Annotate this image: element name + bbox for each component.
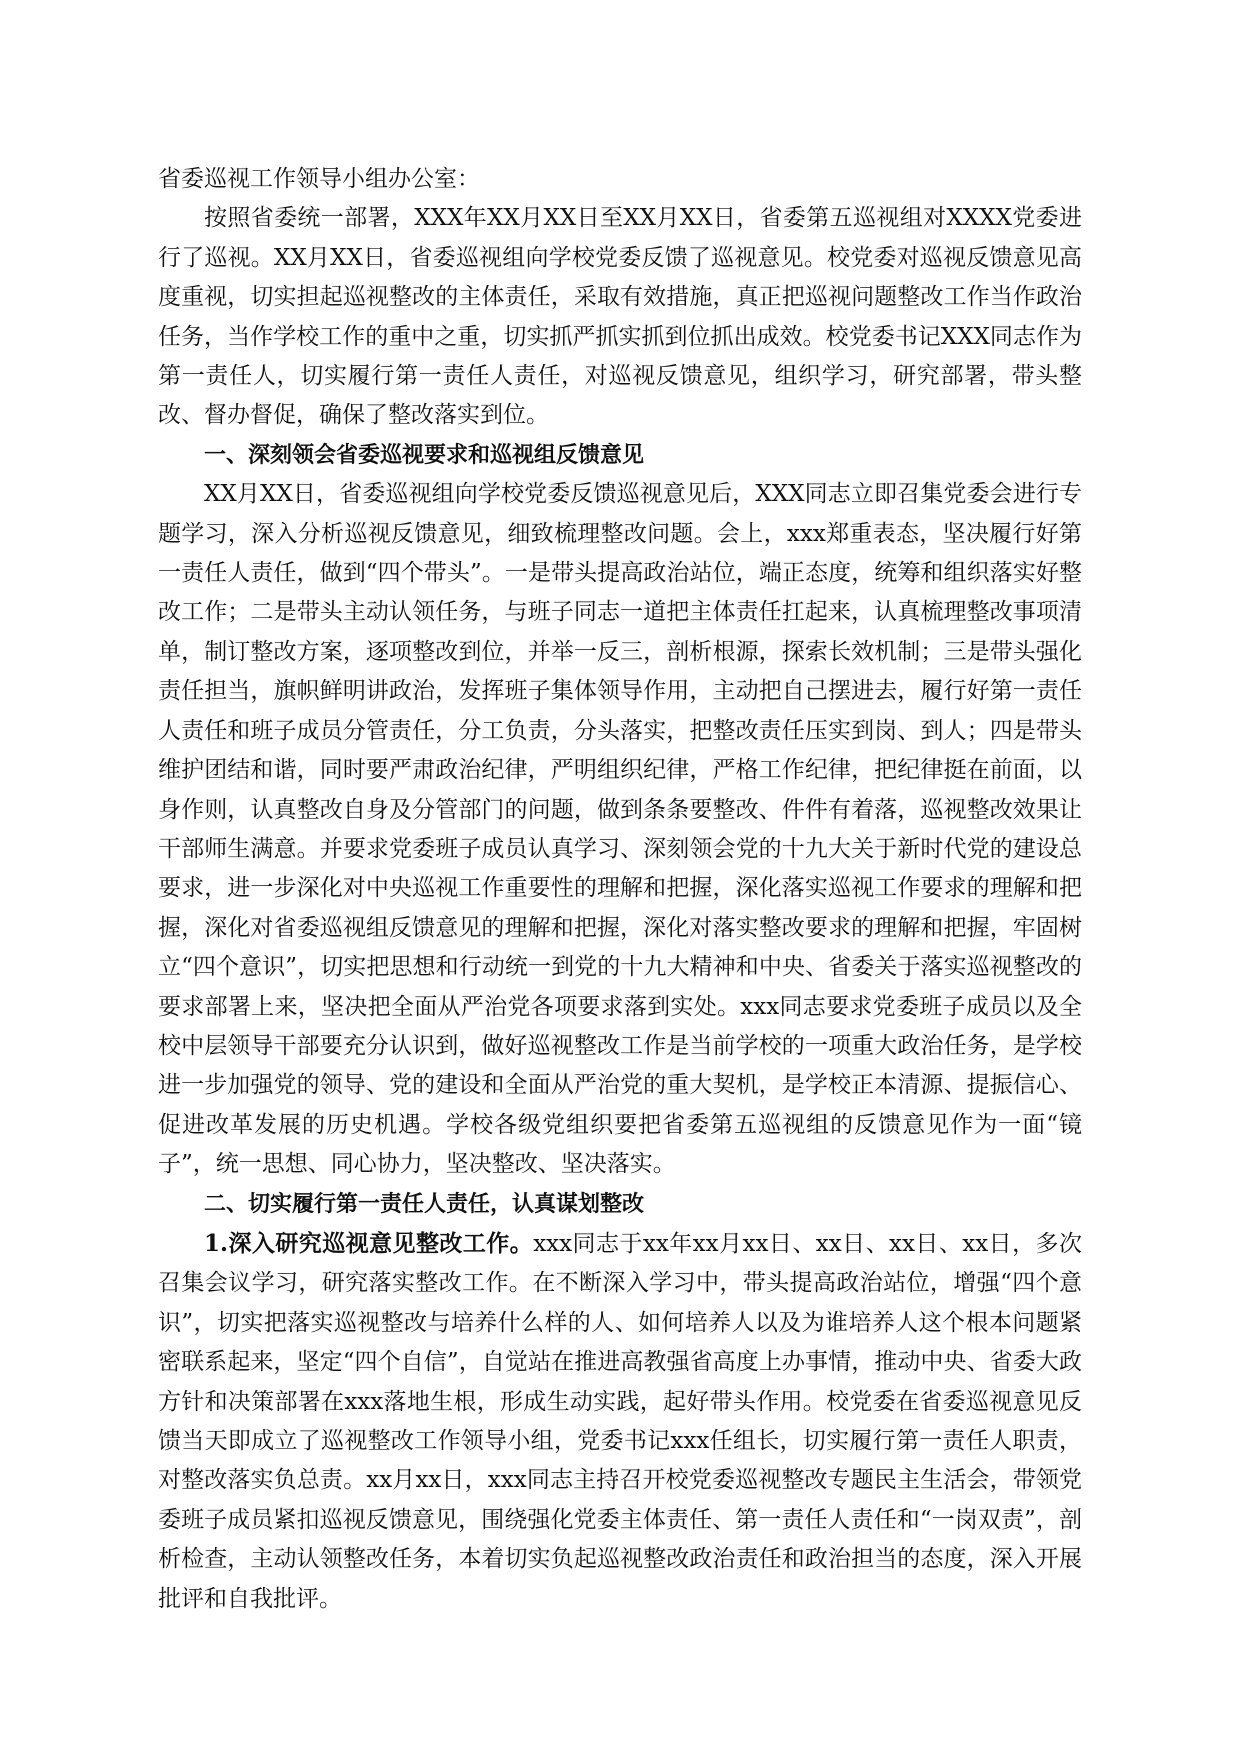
intro-paragraph: 按照省委统一部署，XXX年XX月XX日至XX月XX日，省委第五巡视组对XXXX党委进行了巡视。XX月XX日，省委巡视组向学校党委反馈了巡视意见。校党委对巡视反馈意见高度重视，切实担起巡视整改的主体责任，采取有效措施，真正把巡视问题整改工作当作政治任务，当作学校工作的重中之重，切实抓严抓实抓到位抓出成效。校党委书记XXX同志作为第一责任人，切实履行第一责任人责任，对巡视反馈意见，组织学习，研究部署，带头整改、督办督促，确保了整改落实到位。	[158, 205, 1082, 429]
salutation: 省委巡视工作领导小组办公室：	[158, 166, 480, 192]
section-1-heading: 一、深刻领会省委巡视要求和巡视组反馈意见	[204, 442, 645, 468]
document-body	[158, 160, 1082, 1619]
section-2-item-1-body: xxx同志于xx年xx月xx日、xx日、xx日、xx日，多次召集会议学习，研究落实整改工作。在不断深入学习中，带头提高政治站位，增强“四个意识”，切实把落实巡视整改与培养什么样的人、如何培养人以及为谁培养人这个根本问题紧密联系起来，坚定“四个自信”，自觉站在推进高教强省高度上办事情，推动中央、省委大政方针和决策部署在xxx落地生根，形成生动实践，起好带头作用。校党委在省委巡视意见反馈当天即成立了巡视整改工作领导小组，党委书记xxx任组长，切实履行第一责任人职责，对整改落实负总责。xx月xx日，xxx同志主持召开校党委巡视整改专题民主生活会，带领党委班子成员紧扣巡视反馈意见，围绕强化党委主体责任、第一责任人责任和“一岗双责”，剖析检查，主动认领整改任务，本着切实负起巡视整改政治责任和政治担当的态度，深入开展批评和自我批评。	[158, 1230, 1082, 1612]
section-2-item-1-title: 1.深入研究巡视意见整改工作。	[204, 1229, 534, 1257]
section-1-paragraph: XX月XX日，省委巡视组向学校党委反馈巡视意见后，XXX同志立即召集党委会进行专题学习，深入分析巡视反馈意见，细致梳理整改问题。会上，xxx郑重表态，坚决履行好第一责任人责任，做到“四个带头”。一是带头提高政治站位，端正态度，统筹和组织落实好整改工作；二是带头主动认领任务，与班子同志一道把主体责任扛起来，认真梳理整改事项清单，制订整改方案，逐项整改到位，并举一反三，剖析根源，探索长效机制；三是带头强化责任担当，旗帜鲜明讲政治，发挥班子集体领导作用，主动把自己摆进去，履行好第一责任人责任和班子成员分管责任，分工负责，分头落实，把整改责任压实到岗、到人；四是带头维护团结和谐，同时要严肃政治纪律，严明组织纪律，严格工作纪律，把纪律挺在前面，以身作则，认真整改自身及分管部门的问题，做到条条要整改、件件有着落，巡视整改效果让干部师生满意。并要求党委班子成员认真学习、深刻领会党的十九大关于新时代党的建设总要求，进一步深化对中央巡视工作重要性的理解和把握，深化落实巡视工作要求的理解和把握，深化对省委巡视组反馈意见的理解和把握，深化对落实整改要求的理解和把握，牢固树立“四个意识”，切实把思想和行动统一到党的十九大精神和中央、省委关于落实巡视整改的要求部署上来，坚决把全面从严治党各项要求落到实处。xxx同志要求党委班子成员以及全校中层领导干部要充分认识到，做好巡视整改工作是当前学校的一项重大政治任务，是学校进一步加强党的领导、党的建设和全面从严治党的重大契机，是学校正本清源、提振信心、促进改革发展的历史机遇。学校各级党组织要把省委第五巡视组的反馈意见作为一面“镜子”，统一思想、同心协力，坚决整改、坚决落实。	[158, 481, 1082, 1178]
section-2-heading: 二、切实履行第一责任人责任，认真谋划整改	[204, 1191, 645, 1217]
section-2-item-1-paragraph	[158, 1224, 1082, 1619]
